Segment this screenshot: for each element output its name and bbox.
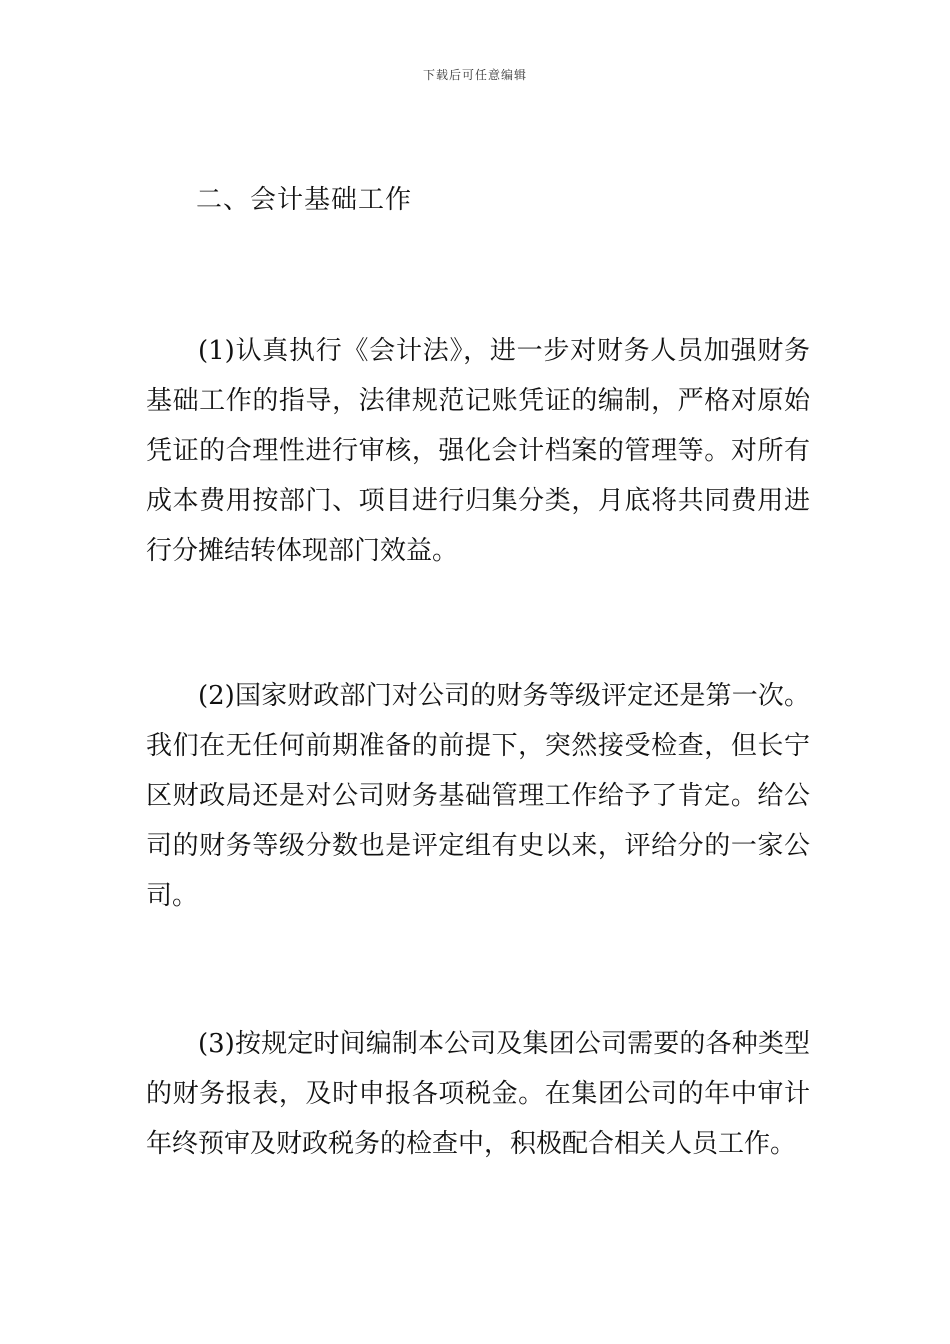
section-title: 二、会计基础工作 — [196, 185, 413, 215]
paragraph-2: (2)国家财政部门对公司的财务等级评定还是第一次。我们在无任何前期准备的前提下，突然接受检查，但长宁区财政局还是对公司财务基础管理工作给予了肯定。给公司的财务等级分数也是评定组有史以来，评给分的一家公司。 — [146, 681, 810, 911]
paragraph-1: (1)认真执行《会计法》，进一步对财务人员加强财务基础工作的指导，法律规范记账凭证的编制，严格对原始凭证的合理性进行审核，强化会计档案的管理等。对所有成本费用按部门、项目进行归集分类，月底将共同费用进行分摊结转体现部门效益。 — [146, 336, 810, 566]
header-note: 下载后可任意编辑 — [422, 68, 527, 82]
paragraph-3: (3)按规定时间编制本公司及集团公司需要的各种类型的财务报表，及时申报各项税金。在集团公司的年中审计年终预审及财政税务的检查中，积极配合相关人员工作。 — [146, 1029, 810, 1159]
